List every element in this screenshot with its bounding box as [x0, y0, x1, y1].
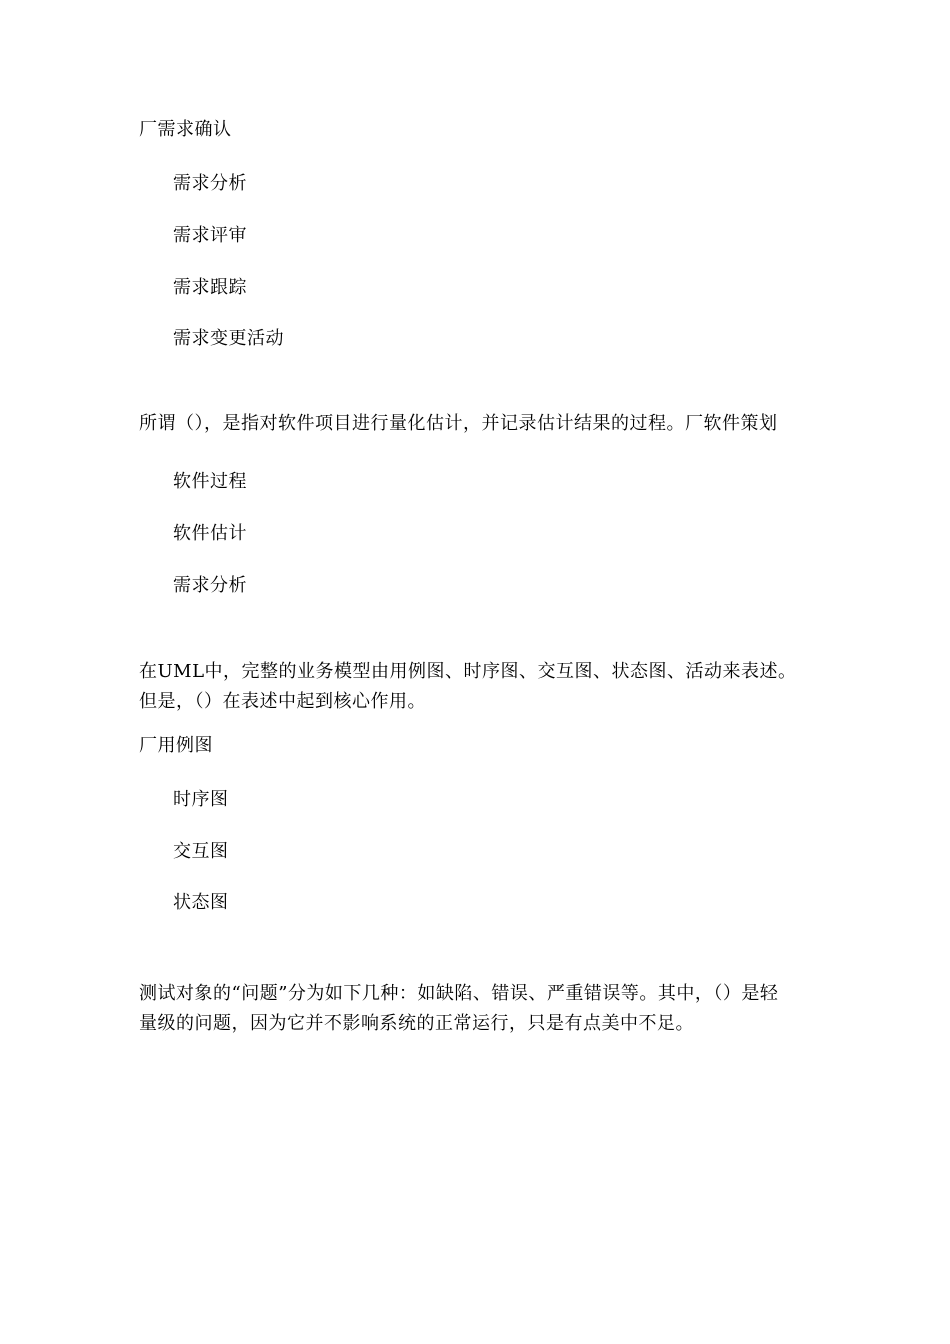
option-line: 需求评审 [173, 225, 247, 246]
question-line: 测试对象的“问题”分为如下几种：如缺陷、错误、严重错误等。其中，（）是轻 [139, 983, 779, 1004]
question-line: 所谓（），是指对软件项目进行量化估计，并记录估计结果的过程。厂软件策划 [139, 413, 778, 434]
option-line: 软件估计 [173, 523, 247, 544]
option-line: 时序图 [173, 789, 229, 810]
option-line: 需求分析 [173, 173, 247, 194]
question-line: 量级的问题，因为它并不影响系统的正常运行，只是有点美中不足。 [139, 1013, 694, 1034]
option-line: 需求跟踪 [173, 277, 247, 298]
question-line: 在UML中，完整的业务模型由用例图、时序图、交互图、状态图、活动来表述。 [139, 661, 797, 682]
option-line: 软件过程 [173, 471, 247, 492]
option-line: 交互图 [173, 841, 229, 862]
question-line: 但是，（）在表述中起到核心作用。 [139, 691, 426, 712]
answer-line: 厂用例图 [139, 735, 213, 756]
answer-line: 厂需求确认 [139, 119, 232, 140]
option-line: 需求分析 [173, 575, 247, 596]
option-line: 状态图 [173, 892, 229, 913]
option-line: 需求变更活动 [173, 328, 284, 349]
